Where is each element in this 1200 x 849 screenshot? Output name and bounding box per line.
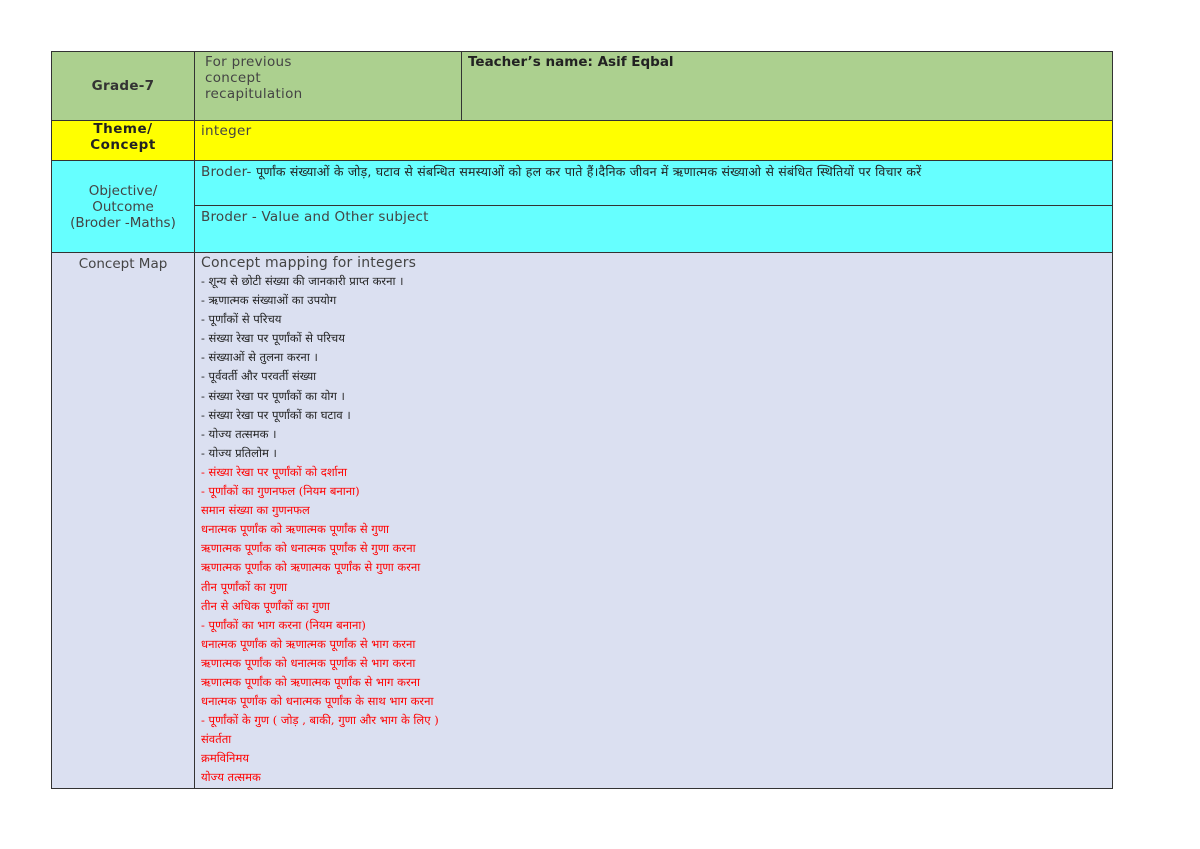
list-item: - ऋणात्मक संख्याओं का उपयोग	[201, 293, 337, 308]
grade-cell	[52, 52, 195, 121]
grade-label: Grade-7	[91, 78, 155, 94]
list-item: ऋणात्मक पूर्णांक को ऋणात्मक पूर्णांक से गुणा करना	[201, 560, 421, 575]
list-item: ऋणात्मक पूर्णांक को ऋणात्मक पूर्णांक से भाग करना	[201, 674, 421, 689]
concept-map-cell	[195, 253, 1113, 789]
list-item: धनात्मक पूर्णांक को ऋणात्मक पूर्णांक से भाग करना	[201, 636, 416, 651]
lesson-plan-table	[51, 51, 1113, 789]
header-row	[52, 52, 1113, 121]
objective-hindi-text: पूर्णांक संख्याओं के जोड़, घटाव से संबन्धित समस्याओं को हल कर पाते हैं।दैनिक जीवन में ऋणात्मक संख्याओ से संबंधित स्थितियों पर विचार करें	[256, 164, 922, 179]
concept-map-title: Concept mapping for integers	[201, 255, 417, 271]
list-item: ऋणात्मक पूर्णांक को धनात्मक पूर्णांक से भाग करना	[201, 655, 416, 670]
list-item: योज्य तत्समक	[201, 770, 261, 785]
list-item: - पूर्ववर्ती और परवर्ती संख्या	[201, 369, 317, 384]
theme-label-cell	[52, 121, 195, 161]
list-item: समान संख्या का गुणनफल	[201, 503, 310, 518]
objective-label-line-1: Objective/	[88, 182, 158, 199]
objective-label-cell	[52, 161, 195, 253]
list-item: - संख्याओं से तुलना करना ।	[201, 350, 318, 365]
list-item: संवर्तता	[201, 732, 232, 747]
concept-map-list	[201, 272, 1106, 788]
objective-prefix: Broder-	[201, 164, 257, 180]
objective-label-line-2: Outcome	[92, 198, 154, 215]
list-item: धनात्मक पूर्णांक को धनात्मक पूर्णांक के साथ भाग करना	[201, 694, 434, 709]
theme-value-cell	[195, 121, 1113, 161]
previous-concept-cell	[195, 52, 462, 121]
previous-concept-line-3: recapitulation	[205, 86, 303, 102]
list-item: क्रमविनिमय	[201, 751, 249, 766]
theme-label-line-1: Theme/	[93, 121, 153, 137]
objective-text-cell-2	[195, 206, 1113, 253]
objective-row-1	[52, 161, 1113, 206]
list-item: ऋणात्मक पूर्णांक को धनात्मक पूर्णांक से गुणा करना	[201, 541, 416, 556]
list-item: - संख्या रेखा पर पूर्णांकों से परिचय	[201, 331, 345, 346]
objective-text-cell-1	[195, 161, 1113, 206]
theme-label-line-2: Concept	[90, 137, 156, 153]
teacher-name: Teacher’s name: Asif Eqbal	[468, 54, 674, 70]
list-item: - पूर्णांकों का भाग करना (नियम बनाना)	[201, 617, 366, 632]
theme-row	[52, 121, 1113, 161]
list-item: - पूर्णांकों के गुण ( जोड़ , बाकी, गुणा और भाग के लिए )	[201, 713, 439, 728]
concept-map-row	[52, 253, 1113, 789]
concept-map-label: Concept Map	[78, 256, 168, 272]
objective-value-text: Broder - Value and Other subject	[201, 209, 429, 225]
list-item: - संख्या रेखा पर पूर्णांकों को दर्शाना	[201, 464, 348, 479]
list-item: - योज्य प्रतिलोम ।	[201, 445, 277, 460]
list-item: धनात्मक पूर्णांक को ऋणात्मक पूर्णांक से गुणा	[201, 522, 390, 537]
list-item: तीन पूर्णांकों का गुणा	[201, 579, 288, 594]
previous-concept-line-2: concept	[205, 70, 261, 86]
objective-label-line-3: (Broder -Maths)	[70, 214, 176, 231]
objective-row-2	[52, 206, 1113, 253]
list-item: - संख्या रेखा पर पूर्णांकों का योग ।	[201, 388, 345, 403]
list-item: - योज्य तत्समक ।	[201, 426, 277, 441]
list-item: - पूर्णांकों से परिचय	[201, 312, 282, 327]
list-item: - शून्य से छोटी संख्या की जानकारी प्राप्त करना ।	[201, 274, 404, 288]
teacher-name-cell	[462, 52, 1113, 121]
theme-value: integer	[201, 123, 252, 139]
list-item: तीन से अधिक पूर्णांकों का गुणा	[201, 598, 330, 613]
concept-map-label-cell	[52, 253, 195, 789]
list-item: - पूर्णांकों का गुणनफल (नियम बनाना)	[201, 484, 360, 499]
list-item: - संख्या रेखा पर पूर्णांकों का घटाव ।	[201, 407, 351, 422]
previous-concept-line-1: For previous	[205, 54, 292, 70]
